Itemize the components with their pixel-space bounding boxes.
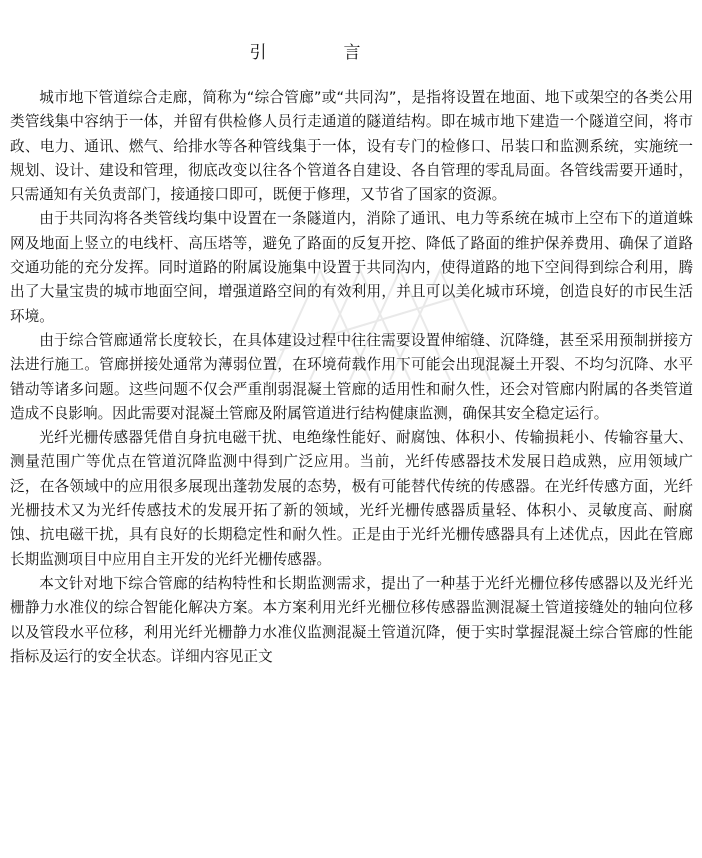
paragraph-3: 由于综合管廊通常长度较长，在具体建设过程中往往需要设置伸缩缝、沉降缝，甚至采用预制拼接方法进行施工。管廊拼接处通常为薄弱位置，在环境荷载作用下可能会出现混凝土开裂、不均匀沉降、水平错动等诸多问题。这些问题不仅会严重削弱混凝土管廊的适用性和耐久性，还会对管廊内附属的各类管道造成不良影响。因此需要对混凝土管廊及附属管道进行结构健康监测，确保其安全稳定运行。 [10,331,693,422]
paragraph-1: 城市地下管道综合走廊，简称为“综合管廊”或“共同沟”，是指将设置在地面、地下或架空的各类公用类管线集中容纳于一体，并留有供检修人员行走通道的隧道结构。即在城市地下建造一个隧道空间，将市政、电力、通讯、燃气、给排水等各种管线集于一体，设有专门的检修口、吊装口和监测系统，实施统一规划、设计、建设和管理，彻底改变以往各个管道各自建设、各自管理的零乱局面。各管线需要开通时，只需通知有关负责部门，接通接口即可，既便于修理，又节省了国家的资源。 [10,89,693,204]
paragraph-2: 由于共同沟将各类管线均集中设置在一条隧道内，消除了通讯、电力等系统在城市上空布下的道道蛛网及地面上竖立的电线杆、高压塔等，避免了路面的反复开挖、降低了路面的维护保养费用、确保了道路交通功能的充分发挥。同时道路的附属设施集中设置于共同沟内，使得道路的地下空间得到综合利用，腾出了大量宝贵的城市地面空间，增强道路空间的有效利用，并且可以美化城市环境，创造良好的市民生活环境。 [10,210,693,325]
paragraph-4: 光纤光栅传感器凭借自身抗电磁干扰、电绝缘性能好、耐腐蚀、体积小、传输损耗小、传输容量大、测量范围广等优点在管道沉降监测中得到广泛应用。当前，光纤传感器技术发展日趋成熟，应用领域广泛，在各领域中的应用很多展现出蓬勃发展的态势，极有可能替代传统的传感器。在光纤传感方面，光纤光栅技术又为光纤传感技术的发展开拓了新的领域，光纤光栅传感器质量轻、体积小、灵敏度高、耐腐蚀、抗电磁干扰，具有良好的长期稳定性和耐久性。正是由于光纤光栅传感器具有上述优点，因此在管廊长期监测项目中应用自主开发的光纤光栅传感器。 [10,429,693,568]
page-title: 引 言 [249,43,391,63]
paragraph-5: 本文针对地下综合管廊的结构特性和长期监测需求，提出了一种基于光纤光栅位移传感器以及光纤光栅静力水准仪的综合智能化解决方案。本方案利用光纤光栅位移传感器监测混凝土管道接缝处的轴向位移以及管段水平位移，利用光纤光栅静力水准仪监测混凝土管道沉降，便于实时掌握混凝土综合管廊的性能指标及运行的安全状态。详细内容见正文 [10,574,693,665]
document-body [10,86,693,669]
